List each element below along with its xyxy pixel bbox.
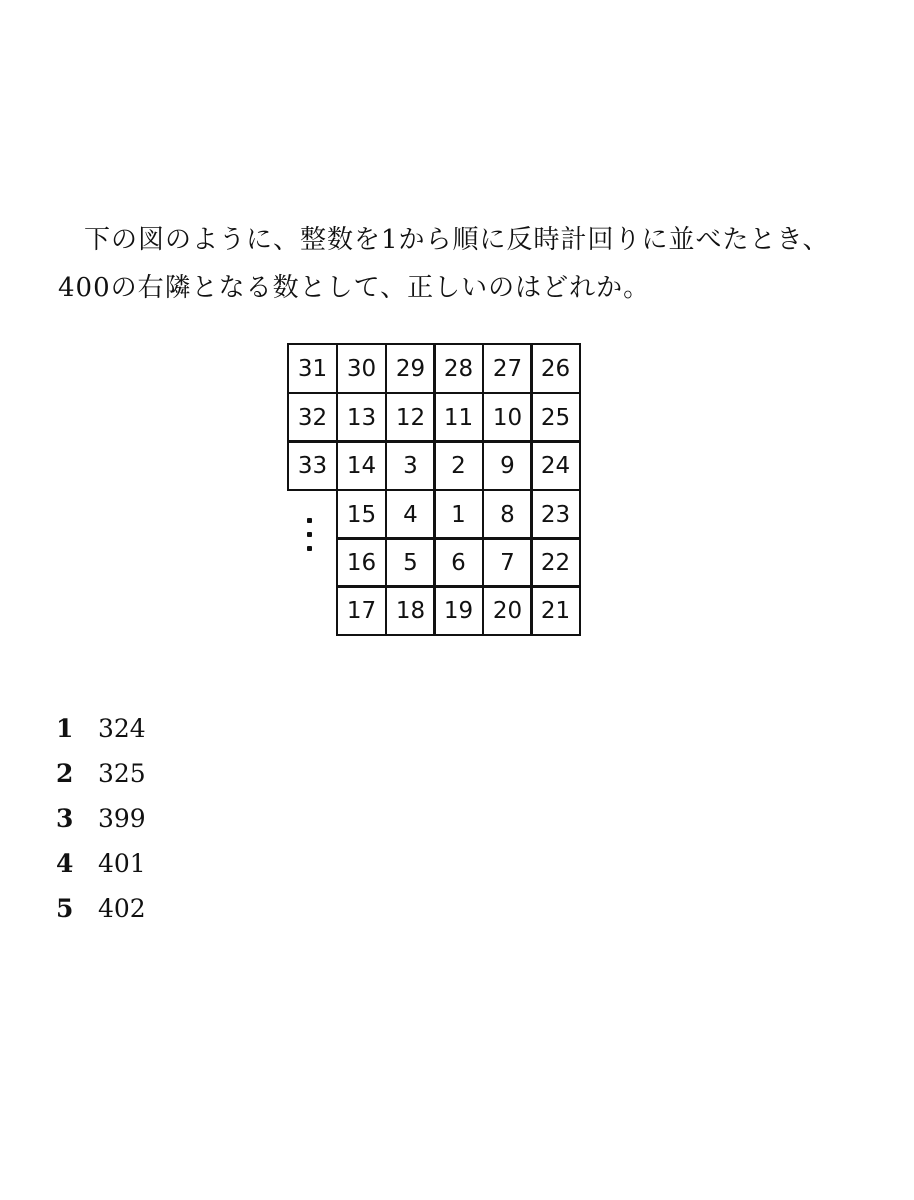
grid-cell: 14 <box>336 440 387 491</box>
choice-value: 325 <box>98 759 146 788</box>
grid-cell: 30 <box>336 343 387 394</box>
grid-cell: 25 <box>530 392 581 443</box>
grid-cell: 4 <box>385 489 436 540</box>
number-spiral-grid <box>287 343 581 635</box>
grid-cell: 1 <box>433 489 484 540</box>
grid-cell: 29 <box>385 343 436 394</box>
grid-cell: 2 <box>433 440 484 491</box>
continuation-vertical-dots <box>302 516 318 556</box>
choice-value: 399 <box>98 804 146 833</box>
question-line-2: 400の右隣となる数として、正しいのはどれか。 <box>58 273 651 303</box>
grid-cell: 33 <box>287 440 338 491</box>
grid-cell: 8 <box>482 489 533 540</box>
choice-number: 1 <box>56 714 74 743</box>
grid-cell: 11 <box>433 392 484 443</box>
grid-cell: 31 <box>287 343 338 394</box>
choice-item[interactable] <box>56 886 146 931</box>
grid-cell: 24 <box>530 440 581 491</box>
choice-value: 401 <box>98 849 146 878</box>
grid-cell: 7 <box>482 537 533 588</box>
choice-number: 3 <box>56 804 74 833</box>
choice-number: 5 <box>56 894 74 923</box>
choice-number: 4 <box>56 849 74 878</box>
grid-cell: 10 <box>482 392 533 443</box>
grid-cell: 19 <box>433 585 484 636</box>
grid-cell: 20 <box>482 585 533 636</box>
choice-item[interactable] <box>56 706 146 751</box>
choice-item[interactable] <box>56 751 146 796</box>
grid-cell: 23 <box>530 489 581 540</box>
grid-cell: 15 <box>336 489 387 540</box>
question-text <box>58 216 858 312</box>
grid-cell: 5 <box>385 537 436 588</box>
answer-choices <box>56 706 146 931</box>
grid-cell: 6 <box>433 537 484 588</box>
choice-item[interactable] <box>56 796 146 841</box>
grid-cell: 26 <box>530 343 581 394</box>
grid-cell: 27 <box>482 343 533 394</box>
grid-cell: 13 <box>336 392 387 443</box>
question-line-1: 下の図のように、整数を1から順に反時計回りに並べたとき、 <box>84 225 830 255</box>
choice-value: 402 <box>98 894 146 923</box>
grid-cell: 16 <box>336 537 387 588</box>
grid-cell: 22 <box>530 537 581 588</box>
choice-item[interactable] <box>56 841 146 886</box>
grid-cell: 9 <box>482 440 533 491</box>
grid-cell: 21 <box>530 585 581 636</box>
grid-cell: 18 <box>385 585 436 636</box>
grid-cell: 17 <box>336 585 387 636</box>
grid-cell: 12 <box>385 392 436 443</box>
choice-number: 2 <box>56 759 74 788</box>
grid-cell: 3 <box>385 440 436 491</box>
choice-value: 324 <box>98 714 146 743</box>
grid-cell: 32 <box>287 392 338 443</box>
grid-cell: 28 <box>433 343 484 394</box>
